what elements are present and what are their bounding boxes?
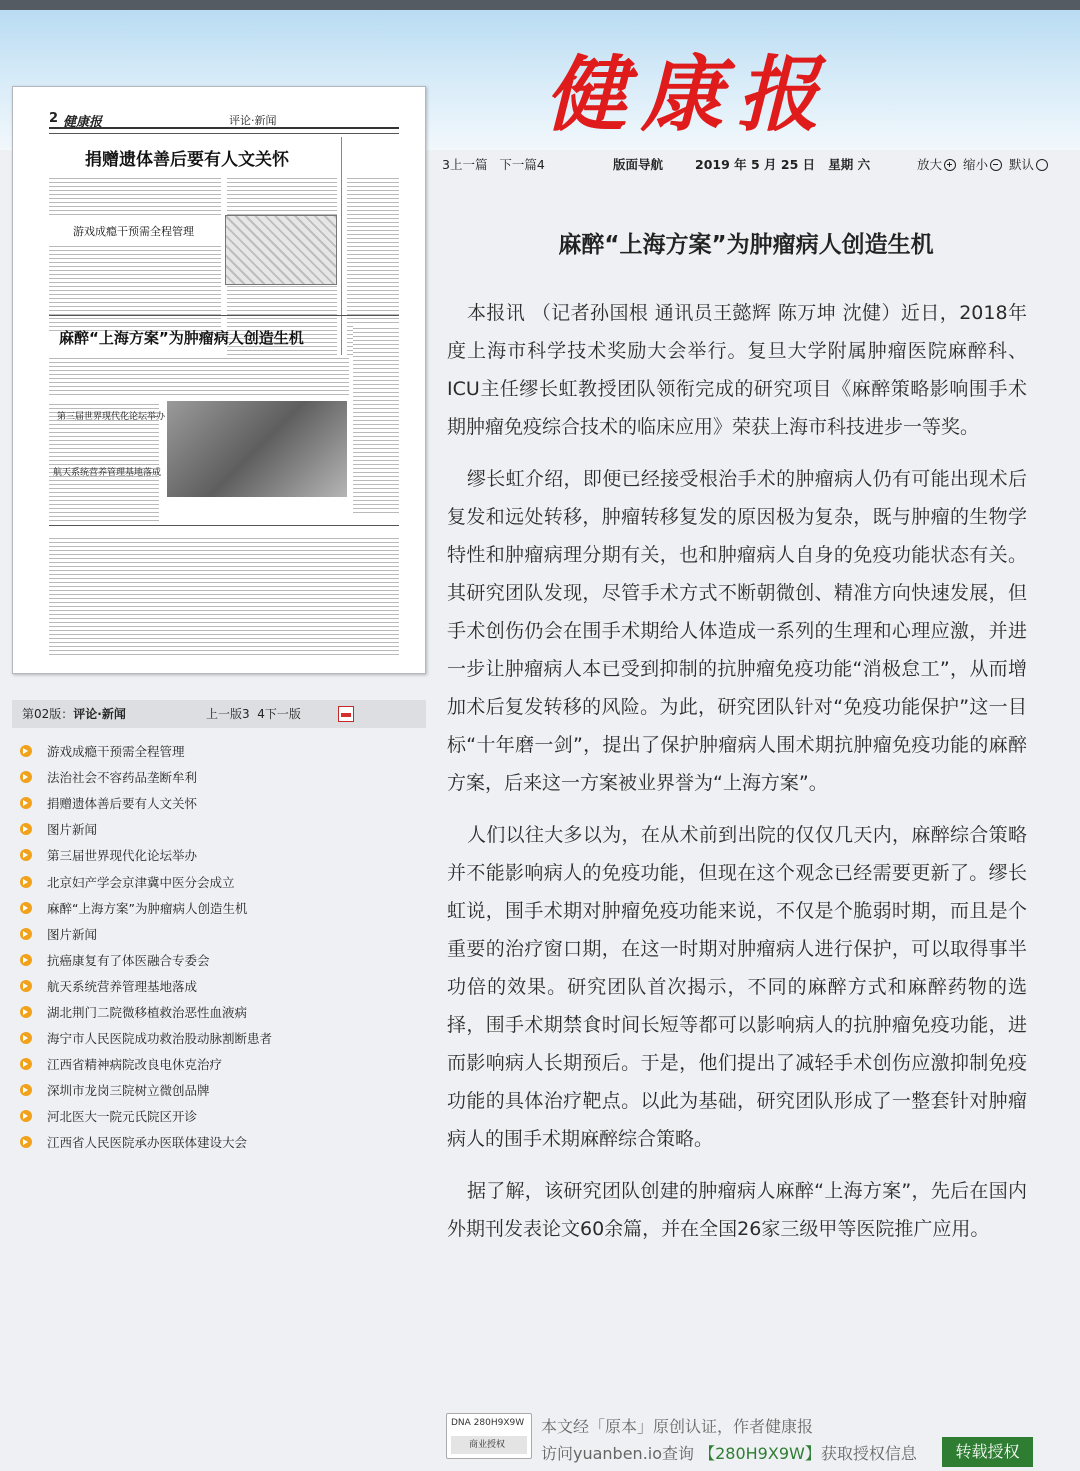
list-item[interactable]: 深圳市龙岗三院树立微创品牌	[20, 1077, 420, 1103]
dna-code: DNA 280H9X9W	[451, 1418, 525, 1428]
thumbnail-text-block	[49, 355, 349, 395]
list-item[interactable]: 北京妇产学会京津冀中医分会成立	[20, 868, 420, 894]
prev-article-link[interactable]: 3上一篇	[442, 157, 488, 172]
zoom-out-icon	[990, 159, 1002, 171]
arrow-bullet-icon	[20, 1006, 32, 1018]
arrow-bullet-icon	[20, 928, 32, 940]
thumbnail-page-number: 2	[49, 111, 59, 126]
list-item[interactable]: 游戏成瘾干预需全程管理	[20, 738, 420, 764]
arrow-bullet-icon	[20, 954, 32, 966]
copyright-code[interactable]: 【280H9X9W】	[699, 1444, 821, 1463]
arrow-bullet-icon	[20, 823, 32, 835]
list-item[interactable]: 江西省精神病院改良电休克治疗	[20, 1051, 420, 1077]
edition-label: 第02版：评论·新闻	[22, 707, 126, 721]
arrow-bullet-icon	[20, 876, 32, 888]
newspaper-logo[interactable]: 健康报	[545, 47, 833, 143]
article-list	[20, 738, 420, 1156]
arrow-bullet-icon	[20, 1110, 32, 1122]
arrow-bullet-icon	[20, 1058, 32, 1070]
list-item[interactable]: 抗癌康复有了体医融合专委会	[20, 947, 420, 973]
zoom-in-icon	[944, 159, 956, 171]
license-button[interactable]: 转载授权	[942, 1437, 1033, 1467]
list-item[interactable]: 捐赠遗体善后要有人文关怀	[20, 790, 420, 816]
list-item[interactable]: 海宁市人民医院成功救治股动脉割断患者	[20, 1025, 420, 1051]
thumbnail-masthead: 健康报	[63, 115, 103, 130]
thumbnail-header	[49, 111, 399, 129]
next-article-link[interactable]: 下一篇4	[499, 157, 545, 172]
thumbnail-cartoon	[225, 215, 337, 285]
issue-date: 2019 年 5 月 25 日 星期 六	[695, 157, 871, 172]
list-item[interactable]: 图片新闻	[20, 816, 420, 842]
zoom-out-button[interactable]: 缩小	[963, 157, 1005, 172]
arrow-bullet-icon	[20, 771, 32, 783]
zoom-default-button[interactable]: 默认	[1009, 157, 1051, 172]
thumbnail-column-rule	[341, 137, 342, 357]
zoom-in-button[interactable]: 放大	[917, 157, 959, 172]
article-prev-next	[442, 150, 545, 180]
thumbnail-text-block	[353, 325, 399, 515]
article-body	[447, 294, 1027, 1262]
page-thumbnail[interactable]	[12, 86, 426, 674]
arrow-bullet-icon	[20, 745, 32, 757]
copyright-lookup: 访问yuanben.io查询 【280H9X9W】获取授权信息	[541, 1444, 917, 1463]
prev-edition-link[interactable]: 上一版3	[206, 707, 250, 721]
list-item[interactable]: 江西省人民医院承办医联体建设大会	[20, 1129, 420, 1155]
article-title: 麻醉“上海方案”为肿瘤病人创造生机	[558, 232, 934, 258]
arrow-bullet-icon	[20, 797, 32, 809]
zoom-controls	[917, 150, 1051, 180]
thumbnail-rule	[49, 525, 399, 526]
commercial-license-tag: 商业授权	[451, 1436, 527, 1454]
thumbnail-headline-3[interactable]: 麻醉“上海方案”为肿瘤病人创造生机	[59, 329, 304, 347]
article-paragraph: 据了解，该研究团队创建的肿瘤病人麻醉“上海方案”，先后在国内外期刊发表论文60余篇，并在全国26家三级甲等医院推广应用。	[447, 1180, 1027, 1240]
list-item[interactable]: 河北医大一院元氏院区开诊	[20, 1103, 420, 1129]
copyright-notice: 本文经「原本」原创认证，作者健康报	[541, 1417, 814, 1436]
thumbnail-text-block	[49, 243, 221, 333]
thumbnail-headline-1[interactable]: 捐赠遗体善后要有人文关怀	[85, 150, 289, 170]
thumbnail-photo	[167, 401, 347, 497]
arrow-bullet-icon	[20, 1032, 32, 1044]
thumbnail-text-block	[49, 175, 221, 215]
list-item[interactable]: 法治社会不容药品垄断牟利	[20, 764, 420, 790]
next-edition-link[interactable]: 4下一版	[257, 707, 301, 721]
list-item[interactable]: 图片新闻	[20, 921, 420, 947]
list-item[interactable]: 湖北荆门二院微移植救治恶性血液病	[20, 999, 420, 1025]
thumbnail-rule	[49, 315, 399, 316]
article-paragraph: 本报讯 （记者孙国根 通讯员王懿辉 陈万坤 沈健）近日，2018年度上海市科学技术奖励大会举行。复旦大学附属肿瘤医院麻醉科、ICU主任缪长虹教授团队领衔完成的研究项目《麻醉策略影响围手术期肿瘤免疫综合技术的临床应用》荣获上海市科技进步一等奖。	[447, 302, 1027, 438]
arrow-bullet-icon	[20, 980, 32, 992]
list-item[interactable]: 航天系统营养管理基地落成	[20, 973, 420, 999]
thumbnail-headline-6[interactable]: 航天系统营养管理基地落成	[53, 468, 162, 478]
arrow-bullet-icon	[20, 1084, 32, 1096]
list-item[interactable]: 第三届世界现代化论坛举办	[20, 842, 420, 868]
copyright-badge	[446, 1413, 532, 1459]
thumbnail-headline-5[interactable]: 第三届世界现代化论坛举办	[57, 412, 166, 422]
pdf-icon[interactable]	[338, 706, 354, 722]
article-paragraph: 人们以往大多以为，在从术前到出院的仅仅几天内，麻醉综合策略并不能影响病人的免疫功能，但现在这个观念已经需要更新了。缪长虹说，围手术期对肿瘤免疫功能来说，不仅是个脆弱时期，而且是个重要的治疗窗口期，在这一时期对肿瘤病人进行保护，可以取得事半功倍的效果。研究团队首次揭示，不同的麻醉方式和麻醉药物的选择，围手术期禁食时间长短等都可以影响病人的抗肿瘤免疫功能，进而影响病人长期预后。于是，他们提出了减轻手术创伤应激抑制免疫功能的具体治疗靶点。以此为基础，研究团队形成了一整套针对肿瘤病人的围手术期麻醉综合策略。	[447, 824, 1027, 1150]
article-navbar	[430, 150, 1080, 180]
thumbnail-rule	[49, 133, 399, 134]
edition-bar	[12, 700, 426, 728]
thumbnail-text-block	[49, 535, 399, 655]
thumbnail-section: 评论·新闻	[229, 114, 277, 127]
arrow-bullet-icon	[20, 849, 32, 861]
article-paragraph: 缪长虹介绍，即便已经接受根治手术的肿瘤病人仍有可能出现术后复发和远处转移，肿瘤转移复发的原因极为复杂，既与肿瘤的生物学特性和肿瘤病理分期有关，也和肿瘤病人自身的免疫功能状态有关。其研究团队发现，尽管手术方式不断朝微创、精准方向快速发展，但手术创伤仍会在围手术期给人体造成一系列的生理和心理应激，并进一步让肿瘤病人本已受到抑制的抗肿瘤免疫功能“消极怠工”，从而增加术后复发转移的风险。为此，研究团队针对“免疫功能保护”这一目标“十年磨一剑”，提出了保护肿瘤病人围术期抗肿瘤免疫功能的麻醉方案，后来这一方案被业界誉为“上海方案”。	[447, 468, 1027, 794]
thumbnail-headline-2[interactable]: 游戏成瘾干预需全程管理	[73, 225, 194, 238]
arrow-bullet-icon	[20, 902, 32, 914]
zoom-default-icon	[1036, 159, 1048, 171]
list-item[interactable]: 麻醉“上海方案”为肿瘤病人创造生机	[20, 895, 420, 921]
top-frame-bar	[0, 0, 1080, 10]
edition-nav	[206, 700, 301, 728]
arrow-bullet-icon	[20, 1136, 32, 1148]
page-guide-link[interactable]: 版面导航	[613, 157, 664, 172]
